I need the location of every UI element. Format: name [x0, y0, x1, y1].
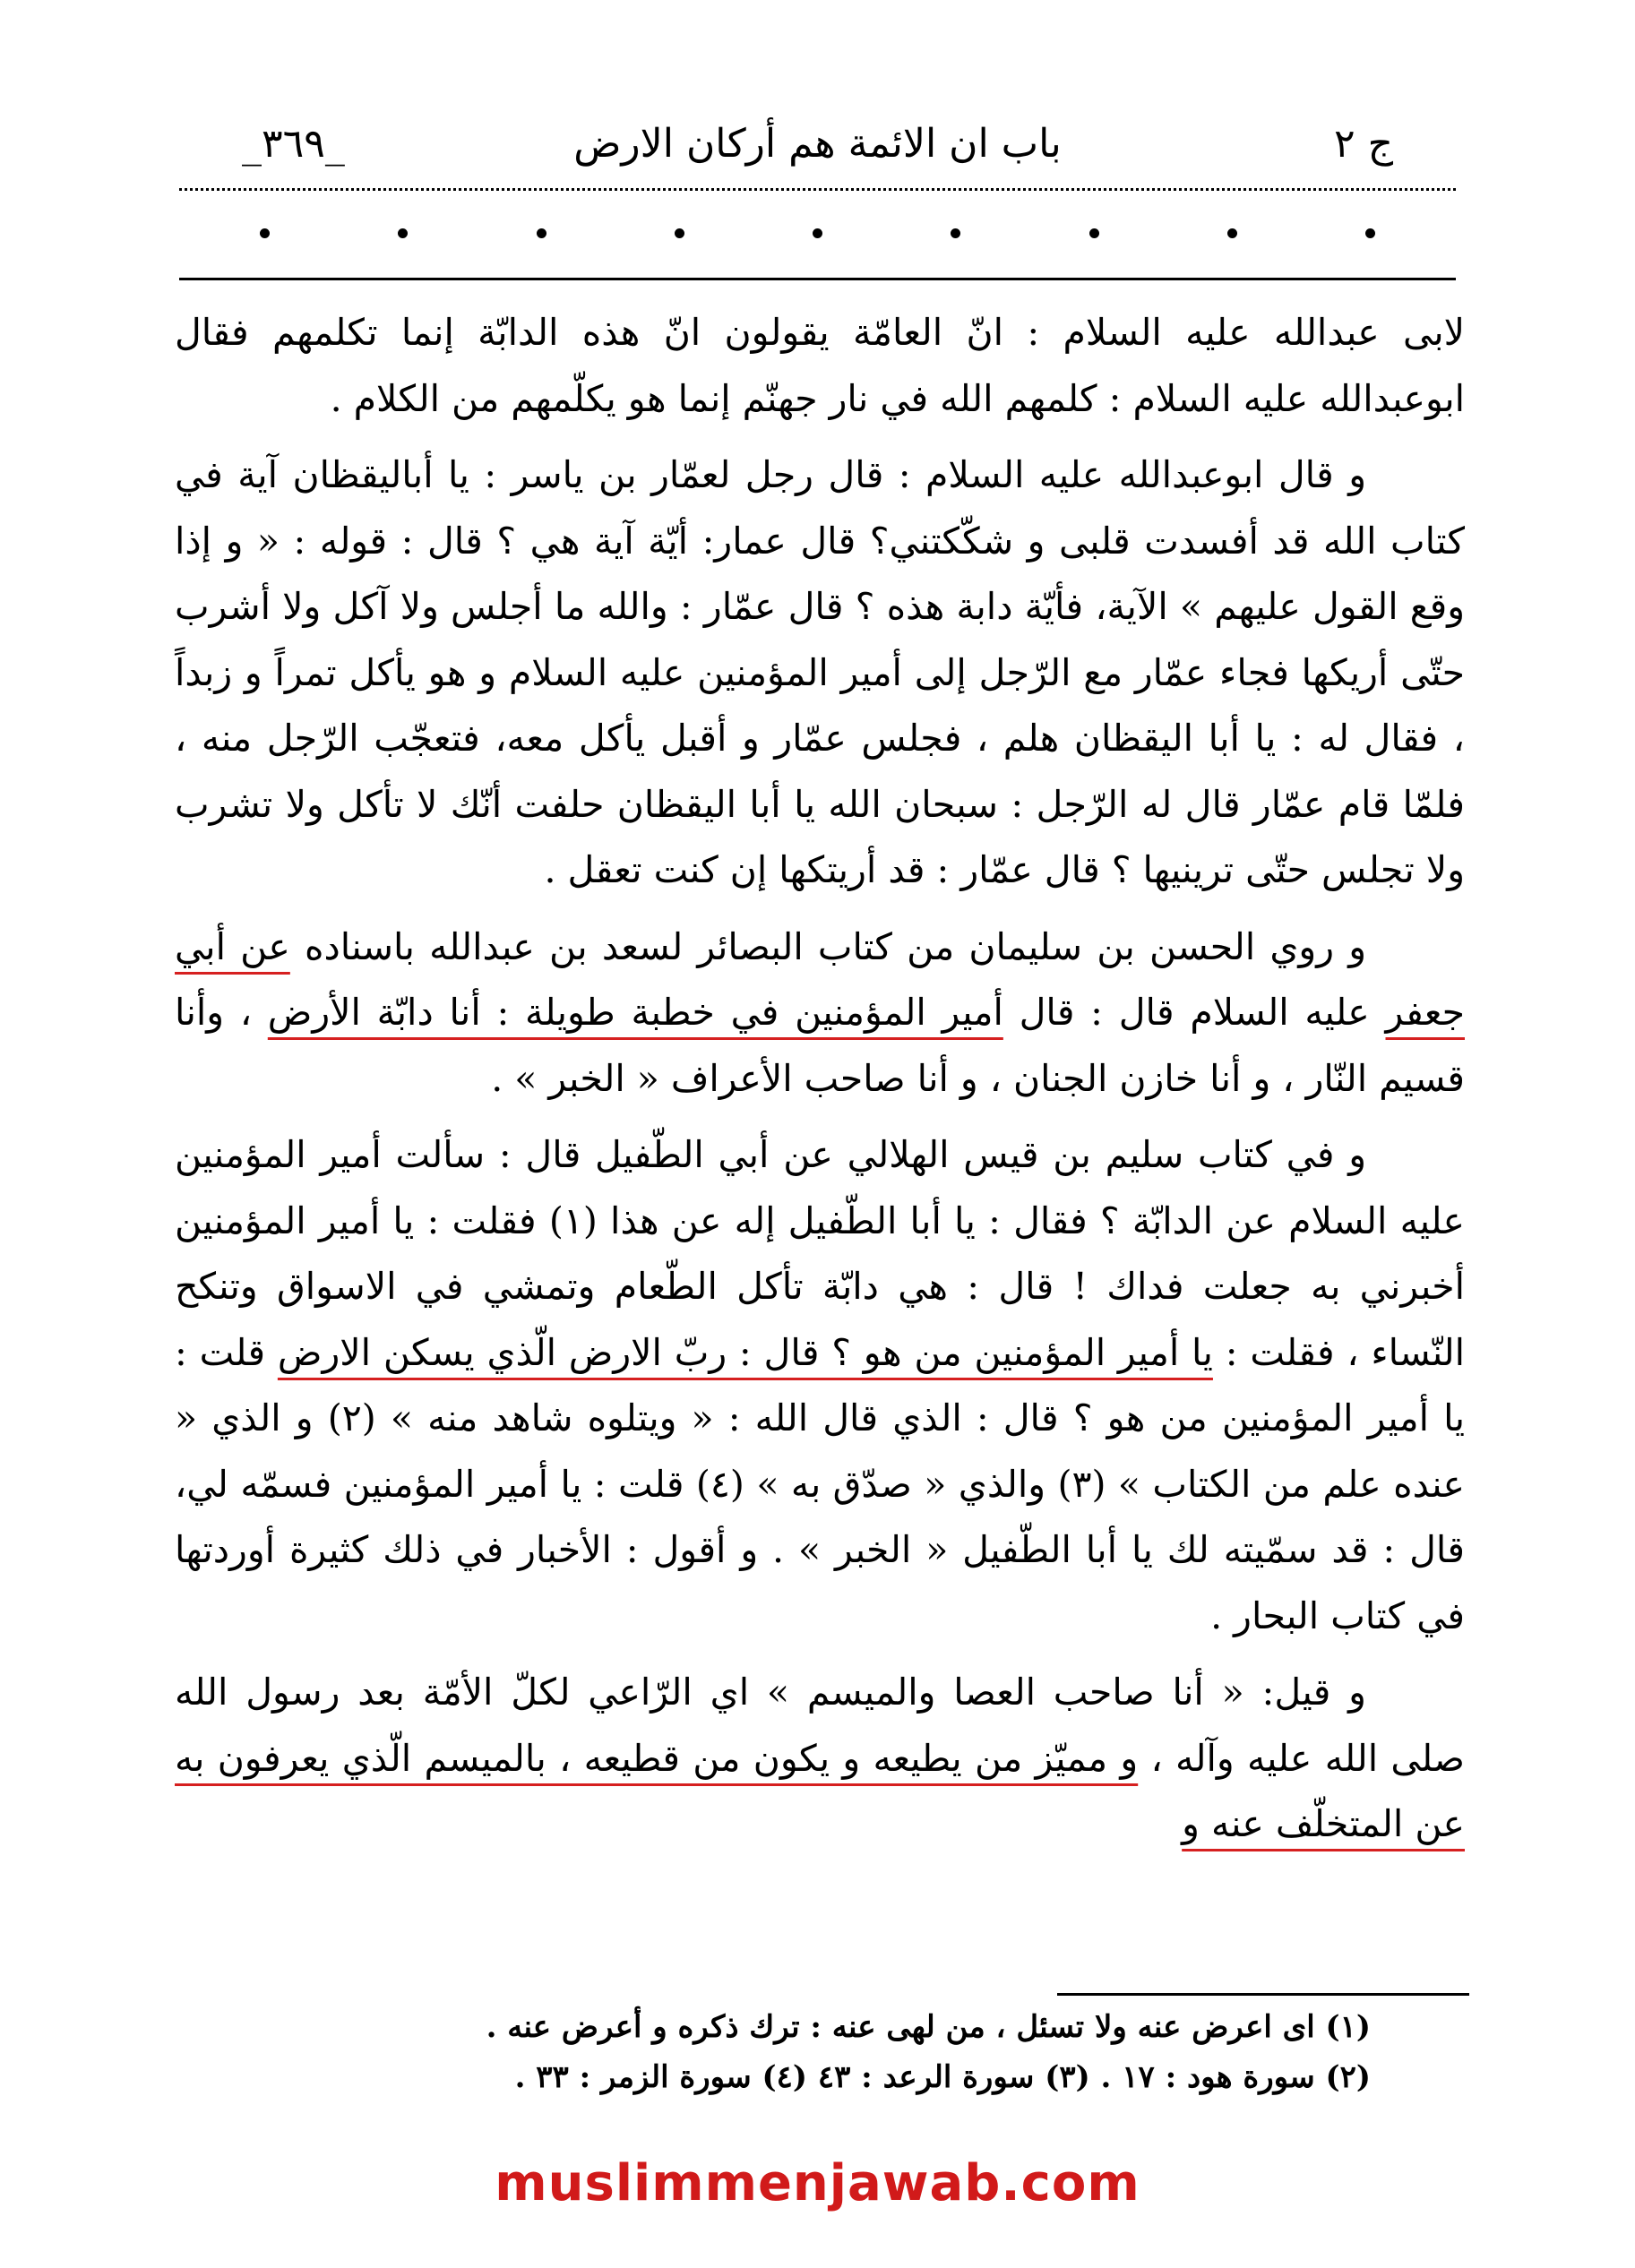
ornament-dot: [1227, 228, 1237, 238]
chapter-title: باب ان الائمة هم أركان الارض: [573, 120, 1062, 167]
paragraph: [175, 1122, 1465, 1649]
paragraph: [175, 1660, 1465, 1858]
page-number: _٣٦٩_: [242, 120, 345, 167]
text-segment: قلت : يا أمير المؤمنين من هو ؟ قال : الذي قال الله : « ويتلوه شاهد منه » (٢) و الذي « عنده علم من الكتاب » (٣) والذي « صدّق به » (٤) قلت : يا أمير المؤمنين فسمّه لي، قال : قد سمّيته لك يا أبا الطّفيل « الخبر » . و أقول : الأخبار في ذلك كثيرة أوردتها في كتاب البحار .: [175, 1330, 1465, 1637]
paragraph: [175, 300, 1465, 432]
ornament-dot: [951, 228, 960, 238]
ornament-dots: [260, 215, 1375, 251]
text-segment: عليه السلام قال : قال: [1003, 991, 1386, 1034]
ornament-dot: [1365, 228, 1375, 238]
ornament-dot: [813, 228, 822, 238]
footnote-1: (١) اى اعرض عنه ولا تسئل ، من لهى عنه : ترك ذكره و أعرض عنه .: [486, 2009, 1371, 2045]
text-segment: و قيل: « أنا صاحب العصا والميسم » اي الرّاعي لكلّ الأمّة بعد رسول الله صلى الله عليه وآله ،: [175, 1671, 1465, 1780]
ornament-dot: [1089, 228, 1099, 238]
footnote-divider: [1057, 1993, 1469, 1996]
text-segment: ، وأنا قسيم النّار ، و أنا خازن الجنان ، و أنا صاحب الأعراف « الخبر » .: [175, 991, 1465, 1100]
footnotes: [269, 2002, 1371, 2102]
underlined-passage: و مميّز من يطيعه و يكون من قطيعه ، بالميسم الّذي يعرفون به عن المتخلّف عنه و: [175, 1736, 1465, 1845]
volume-label: ج ٢: [1333, 120, 1393, 167]
text-segment: و في كتاب سليم بن قيس الهلالي عن أبي الطّفيل قال : سألت أمير المؤمنين عليه السلام عن الدابّة ؟ فقال : يا أبا الطّفيل إله عن هذا (١) فقلت : يا أمير المؤمنين أخبرني به جعلت فداك ! قال : هي دابّة تأكل الطّعام وتمشي في الاسواق وتنكح النّساء ، فقلت :: [175, 1133, 1466, 1374]
text-segment: و قال ابوعبدالله عليه السلام : قال رجل لعمّار بن ياسر : يا أباليقظان آية في كتاب الله قد أفسدت قلبى و شكّكتني؟ قال عمار: أيّة آية هي ؟ قال : قوله : « و إذا وقع القول عليهم » الآية، فأيّة دابة هذه ؟ قال عمّار : والله ما أجلس ولا آكل ولا أشرب حتّى أريكها فجاء عمّار مع الرّجل إلى أمير المؤمنين عليه السلام و هو يأكل تمراً و زبداً ، فقال له : يا أبا اليقظان هلم ، فجلس عمّار و أقبل يأكل معه، فتعجّب الرّجل منه ، فلمّا قام عمّار قال له الرّجل : سبحان الله يا أبا اليقظان حلفت أنّك لا تأكل ولا تشرب ولا تجلس حتّى ترينيها ؟ قال عمّار : قد أريتكها إن كنت تعقل .: [175, 453, 1465, 891]
footnote-2: (٢) سورة هود : ١٧ . (٣) سورة الرعد : ٤٣ (٤) سورة الزمر : ٣٣ .: [514, 2059, 1371, 2095]
underlined-passage: أمير المؤمنين في خطبة طويلة : أنا دابّة الأرض: [267, 991, 1003, 1034]
paragraph: [175, 915, 1465, 1113]
watermark: muslimmenjawab.com: [495, 2154, 1140, 2212]
underlined-passage: يا أمير المؤمنين من هو ؟ قال : ربّ الارض الّذي يسكن الارض: [277, 1330, 1213, 1374]
ornament-dot: [398, 228, 408, 238]
ornament-dot: [675, 228, 684, 238]
ornament-dot: [537, 228, 546, 238]
header-divider: [179, 278, 1456, 280]
body-text: [175, 300, 1465, 1869]
text-segment: لابى عبدالله عليه السلام : انّ العامّة يقولون انّ هذه الدابّة إنما تكلمهم فقال ابوعبدالله عليه السلام : كلمهم الله في نار جهنّم إنما هو يكلّمهم من الكلام .: [175, 311, 1465, 420]
paragraph: [175, 442, 1465, 904]
dotted-divider: [179, 188, 1456, 191]
page-header: [242, 107, 1393, 179]
ornament-dot: [260, 228, 270, 238]
text-segment: و روي الحسن بن سليمان من كتاب البصائر لسعد بن عبدالله باسناده: [289, 924, 1367, 968]
underlined-passage: عن أبي جعفر: [175, 924, 1465, 1034]
